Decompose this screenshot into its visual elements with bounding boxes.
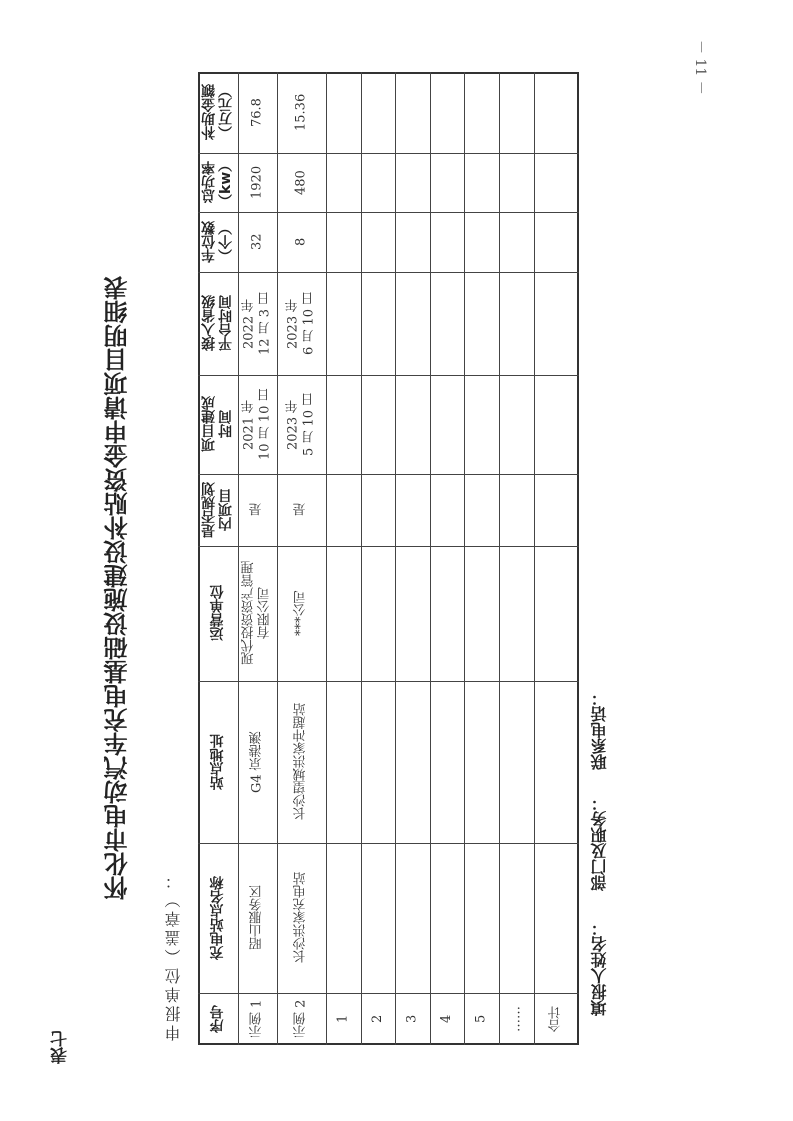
cell-address: 长沙望城洪家冲超站 (293, 703, 309, 821)
header-operator: 运营单位 (209, 585, 226, 642)
cell-operator: ***公司 (293, 590, 309, 637)
header-total-power: 总功率 （kw） (201, 157, 234, 208)
cell-seq: 4 (439, 1014, 454, 1024)
footer-phone: 联系电话： (590, 690, 609, 770)
cell-in-plan: 是 (249, 503, 265, 517)
cell-seq: 1 (335, 1014, 351, 1024)
applicant-unit-label: 申报单位（盖章）： (164, 870, 183, 1041)
row-divider (499, 72, 500, 1045)
cell-completion-date: 2023 年 5 月 10 日 (285, 392, 317, 457)
cell-seq: 2 (370, 1014, 385, 1024)
cell-station-name: 长沙洪家充电站 (293, 872, 309, 964)
row-divider (534, 72, 535, 1045)
cell-total-power: 480 (293, 170, 309, 195)
cell-subsidy-amount: 15.36 (293, 93, 309, 132)
page-title: 怀化市电动汽车充电基础设施建设补贴资金申请项目明细表 (104, 276, 132, 900)
cell-parking-count: 32 (249, 233, 265, 251)
cell-platform-date: 2022 年 12 月 3 日 (241, 291, 273, 356)
row-divider (326, 72, 327, 1045)
header-subsidy-amount: 补助金额 （万元） (201, 84, 234, 141)
cell-seq: 合计 (548, 1006, 564, 1032)
footer-contact-name: 填报人姓名： (590, 920, 609, 1016)
cell-operator: 现代投资资产管理 有限公司 (241, 561, 273, 666)
row-divider (464, 72, 465, 1045)
cell-seq: 示例 2 (293, 999, 309, 1039)
row-divider (430, 72, 431, 1045)
table-label: 表七 (51, 1030, 71, 1064)
footer-dept-position: 部门及职务： (590, 795, 609, 891)
cell-station-name: 昭山服务区 (249, 885, 265, 951)
header-in-plan: 是否规划 内项目 (201, 482, 234, 538)
cell-total-power: 1920 (249, 165, 265, 200)
header-completion-date: 项目建成 时间 (201, 396, 234, 453)
header-station-name: 充电站点名称 (209, 876, 226, 960)
cell-parking-count: 8 (293, 237, 309, 247)
cell-seq: …… (508, 1006, 524, 1032)
header-parking-count: 车位数 （个） (201, 221, 234, 263)
row-divider (361, 72, 362, 1045)
cell-platform-date: 2023 年 6 月 10 日 (285, 291, 317, 356)
cell-subsidy-amount: 76.8 (249, 98, 265, 127)
header-address: 站点地址 (209, 734, 226, 790)
cell-completion-date: 2021 年 10 月 10 日 (241, 388, 273, 461)
cell-address: G4 京港澳 (249, 731, 265, 793)
header-platform-date: 接入省级 平台时间 (201, 295, 234, 352)
cell-seq: 3 (404, 1014, 420, 1024)
header-seq: 序号 (209, 1005, 226, 1033)
page-number: － 11 － (692, 40, 708, 95)
cell-seq: 5 (473, 1014, 489, 1024)
cell-seq: 示例 1 (249, 999, 265, 1039)
row-divider (395, 72, 396, 1045)
cell-in-plan: 是 (293, 503, 309, 517)
